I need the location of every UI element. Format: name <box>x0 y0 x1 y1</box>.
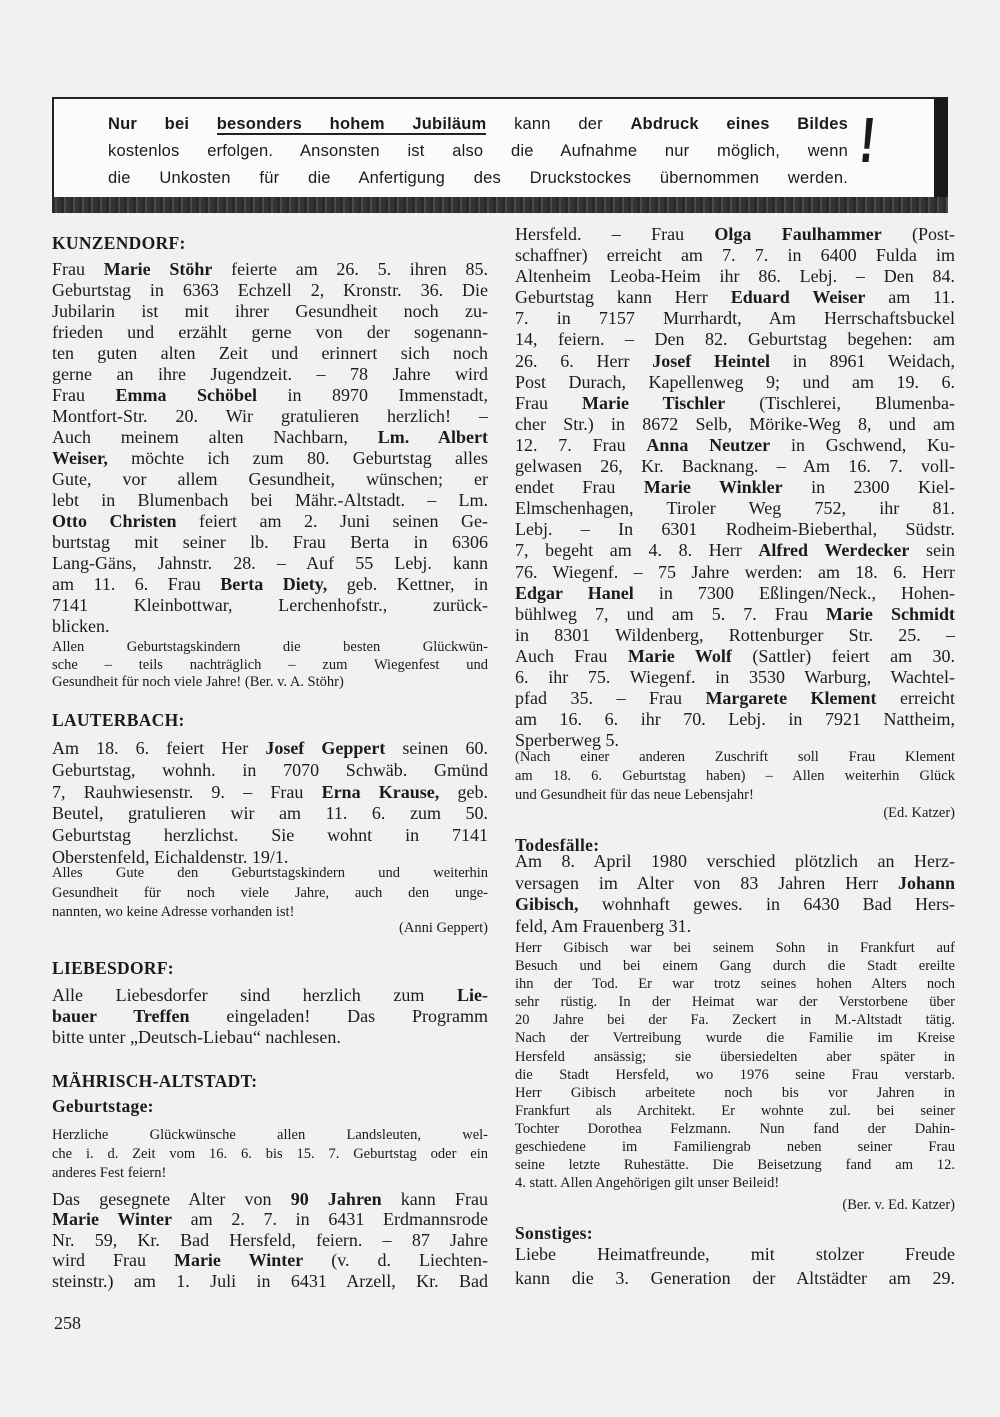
text-line <box>52 385 488 406</box>
text-run: endet Frau <box>515 477 644 498</box>
text-line <box>515 667 955 688</box>
text-run: Herr Gibisch war bei seinem Sohn in Frankfurt auf <box>515 940 955 956</box>
text-run: nannten, wo keine Adresse vorhanden ist! <box>52 904 295 920</box>
text-line <box>515 1266 955 1290</box>
text-run: möchte ich zum 80. Geburtstag alles <box>107 448 488 468</box>
text-run: Sperberweg 5. <box>515 730 619 751</box>
section-heading-sonstiges: Sonstiges: <box>515 1223 593 1243</box>
text-line <box>52 595 488 616</box>
text-run: seinen 60. <box>385 738 488 758</box>
text-run: kann Frau <box>381 1189 488 1209</box>
notice-text <box>108 111 848 192</box>
text-run: Tochter Dorothea Felzmann. Nun fand der Dahin- <box>515 1120 955 1137</box>
text-run: am 11. <box>865 287 955 308</box>
text-line <box>515 351 955 372</box>
text-run: feierte am 26. 5. ihren 85. <box>212 259 488 279</box>
bold-name: Marie Schmidt <box>825 603 955 624</box>
text-line <box>515 873 955 895</box>
text-line <box>515 894 955 916</box>
text-line <box>52 427 488 448</box>
todesfaelle-credit: (Ber. v. Ed. Katzer) <box>842 1197 955 1213</box>
bold-name: Berta Diety, <box>220 574 328 594</box>
text-run: Liebe Heimatfreunde, mit stolzer Freude <box>515 1244 955 1264</box>
text-line <box>52 406 488 427</box>
text-run: pfad 35. – Frau <box>515 688 706 709</box>
page-number: 258 <box>54 1313 81 1333</box>
text-line <box>515 688 955 709</box>
kunzendorf-body <box>52 259 488 637</box>
bold-name: Marie Winter <box>173 1250 304 1271</box>
text-run: 20 Jahre bei der Fa. Zeckert in M.-Altstadt tätig. <box>515 1012 955 1029</box>
text-line <box>515 435 955 456</box>
notice-text-plain: kann der <box>486 115 631 133</box>
text-line <box>515 786 955 805</box>
text-line <box>515 604 955 625</box>
text-line <box>52 1189 488 1209</box>
text-line <box>515 993 955 1011</box>
text-run: sehr rüstig. In der Heimat war der Verstorbene über <box>515 994 955 1011</box>
text-line <box>515 562 955 583</box>
text-line <box>52 1164 488 1183</box>
text-run: Alles Gute den Geburtstagskindern und weiterhin <box>52 865 488 881</box>
text-line <box>515 975 955 993</box>
text-run: Frau <box>52 385 116 405</box>
text-run: wird Frau <box>52 1250 174 1271</box>
text-run: Geburtstag, wohnh. in 7070 Schwäb. Gmünd <box>52 759 488 780</box>
text-line <box>52 469 488 490</box>
text-line <box>52 1126 488 1145</box>
text-run: Besuch und bei einem Gang durch die Stadt ereilte <box>515 958 955 975</box>
bold-name: Gibisch, <box>515 894 579 915</box>
text-line <box>515 498 955 519</box>
text-run: 4. statt. Allen Angehörigen gilt unser Beileid! <box>515 1175 780 1192</box>
text-line <box>52 1027 488 1048</box>
notice-box <box>52 97 948 199</box>
sonstiges-body <box>515 1242 955 1290</box>
text-run: 7141 Kleinbottwar, Lerchenhofstr., zurück- <box>52 595 488 615</box>
text-run: 6. ihr 75. Wiegenf. in 3530 Warburg, Wachtel- <box>515 666 955 687</box>
todesfaelle-note <box>515 939 955 1192</box>
text-run: schaffner) erreicht am 7. 7. in 6400 Fulda im <box>515 245 955 266</box>
altstadt-body <box>52 1189 488 1291</box>
text-run: Lang-Gäns, Jahnstr. 28. – Auf 55 Lebj. kann <box>52 553 488 573</box>
bold-name: Anna Neutzer <box>646 434 771 455</box>
text-line <box>52 490 488 511</box>
text-line <box>52 884 488 904</box>
text-line <box>515 1138 955 1156</box>
text-line <box>52 532 488 553</box>
text-run: Beutel, gratulieren wir am 11. 6. zum 50. <box>52 803 488 824</box>
text-line <box>515 957 955 975</box>
bold-name: Olga Faulhammer <box>714 224 882 244</box>
bold-name: 90 Jahren <box>290 1189 382 1209</box>
text-run: Geburtstag herzlichst. Sie wohnt in 7141 <box>52 825 488 846</box>
lauterbach-note <box>52 864 488 923</box>
text-run: Geburtstag in 6363 Echzell 2, Kronstr. 36. Die <box>52 280 488 300</box>
text-line <box>52 803 488 825</box>
bold-name: Johann <box>897 872 955 893</box>
bold-name: Eduard Weiser <box>730 287 866 308</box>
text-line <box>515 1174 955 1192</box>
text-run: Alle Liebesdorfer sind herzlich zum <box>52 985 457 1005</box>
text-run: in 7300 Eßlingen/Neck., Hohen- <box>633 582 956 603</box>
text-run: gerne an ihre Jugendzeit. – 78 Jahre wird <box>52 364 488 384</box>
text-run: frieden und erzählt gerne von der sogenann- <box>52 322 488 342</box>
text-line <box>52 760 488 782</box>
text-run: Lebj. – In 6301 Rodheim-Bieberthal, Südstr. <box>515 519 955 540</box>
text-line <box>52 1250 488 1270</box>
text-line <box>52 448 488 469</box>
text-run: Gute, vor allem Gesundheit, wünschen; er <box>52 469 488 489</box>
text-run: in 2300 Kiel- <box>782 477 955 498</box>
text-run: (Nach einer anderen Zuschrift soll Frau Klement <box>515 749 955 765</box>
text-line <box>515 1066 955 1084</box>
text-run: Auch Frau <box>515 645 628 666</box>
text-run: steinstr.) am 1. Juli in 6431 Arzell, Kr. Bad <box>52 1270 488 1291</box>
bold-name: Weiser, <box>52 448 108 468</box>
text-line <box>515 540 955 561</box>
text-line <box>52 1271 488 1291</box>
notice-line: kostenlos erfolgen. Ansonsten ist also die Aufnahme nur möglich, wenn <box>108 142 848 160</box>
text-line <box>515 767 955 786</box>
text-line <box>52 343 488 364</box>
text-run: Hersfeld. – Frau <box>515 224 715 244</box>
notice-line <box>108 111 848 138</box>
text-line <box>52 280 488 301</box>
text-line <box>515 939 955 957</box>
text-run: 76. Wiegenf. – 75 Jahre werden: am 18. 6. Herr <box>515 561 955 582</box>
bold-name: Marie Wolf <box>627 645 732 666</box>
text-run: (Sattler) feiert am 30. <box>731 645 956 666</box>
section-heading-liebesdorf: LIEBESDORF: <box>52 958 174 978</box>
text-line <box>52 657 488 675</box>
lauterbach-credit: (Anni Geppert) <box>399 920 488 936</box>
text-run: Frau <box>515 392 582 413</box>
bold-name: Marie Winter <box>52 1209 172 1230</box>
text-run: Gesundheit für noch viele Jahre! (Ber. v. A. Stöhr) <box>52 674 344 690</box>
todesfaelle-body <box>515 851 955 938</box>
bold-name: bauer Treffen <box>52 1005 190 1026</box>
text-line <box>52 301 488 322</box>
text-line <box>52 1209 488 1229</box>
text-run: seine letzte Ruhestätte. Die Beisetzung fand am 12. <box>515 1157 955 1174</box>
text-line <box>515 1242 955 1266</box>
notice-line: die Unkosten für die Anfertigung des Druckstockes übernommen werden. <box>108 169 848 187</box>
text-line <box>52 738 488 760</box>
text-run: Frau <box>52 259 104 279</box>
text-run: che i. d. Zeit vom 16. 6. bis 15. 7. Geburtstag oder ein <box>52 1146 488 1162</box>
notice-text-bold: Nur bei <box>108 115 217 133</box>
text-line <box>515 329 955 350</box>
text-line <box>52 825 488 847</box>
text-run: Post Durach, Kapellenweg 9; und am 19. 6. <box>515 371 955 392</box>
text-line <box>52 985 488 1006</box>
bold-name: Lie- <box>457 985 488 1005</box>
text-run: in 8970 Immenstadt, <box>257 385 488 405</box>
text-run: Frankfurt als Architekt. Er wohnte zul. bei seiner <box>515 1102 955 1119</box>
text-run: 14, feiern. – Den 82. Geburtstag begehen: am <box>515 329 955 350</box>
bold-name: Alfred Werdecker <box>758 540 910 561</box>
text-run: Gesundheit für noch viele Jahre, auch den unge- <box>52 884 488 901</box>
bold-name: Marie Stöhr <box>103 259 213 279</box>
text-run: Am 18. 6. feiert Her <box>52 738 266 758</box>
exclamation-mark-icon: ! <box>856 104 879 176</box>
text-line <box>52 864 488 884</box>
text-run: Nach der Vertreibung wurde die Familie im Kreise <box>515 1030 955 1047</box>
text-line <box>52 639 488 657</box>
continued-body <box>515 224 955 751</box>
text-run: eingeladen! Das Programm <box>189 1005 488 1026</box>
notice-text-bold: Abdruck eines Bildes <box>630 115 848 133</box>
text-line <box>515 287 955 308</box>
text-run: Montfort-Str. 20. Wir gratulieren herzlich! – <box>52 406 488 426</box>
text-run: und Gesundheit für das neue Lebensjahr! <box>515 787 754 803</box>
bold-name: Marie Winkler <box>643 477 783 498</box>
text-run: (Post- <box>881 224 955 244</box>
text-run: am 18. 6. Geburtstag haben) – Allen weiterhin Glück <box>515 768 955 784</box>
text-run: ten guten alten Zeit und erinnert sich noch <box>52 343 488 363</box>
text-run: feiert am 2. Juni seinen Ge- <box>176 511 488 531</box>
text-line <box>52 511 488 532</box>
text-run: kann die 3. Generation der Altstädter am 29. <box>515 1268 955 1288</box>
text-run: anderes Fest feiern! <box>52 1165 167 1181</box>
text-line <box>515 709 955 730</box>
text-line <box>515 1102 955 1120</box>
text-line <box>52 616 488 637</box>
text-line <box>515 1156 955 1174</box>
text-run: in 8301 Wildenberg, Rottenburger Str. 25. – <box>515 624 955 645</box>
text-run: wohnhaft gewes. in 6430 Bad Hers- <box>578 894 955 915</box>
text-line <box>52 1230 488 1250</box>
text-run: geb. Kettner, in <box>327 574 488 594</box>
text-run: blicken. <box>52 616 110 636</box>
text-run: die Stadt Hersfeld, wo 1976 seine Frau verstarb. <box>515 1066 955 1083</box>
text-line <box>515 1084 955 1102</box>
notice-underlined-text: besonders hohem Jubiläum <box>216 115 487 133</box>
text-run: erreicht <box>876 688 955 709</box>
text-run: in 8961 Weidach, <box>770 350 955 371</box>
bold-name: Margarete Klement <box>705 688 877 709</box>
text-line <box>515 1048 955 1066</box>
text-line <box>515 1011 955 1029</box>
text-run: am 11. 6. Frau <box>52 574 221 594</box>
text-run: Allen Geburtstagskindern die besten Glückwün- <box>52 639 488 655</box>
text-run: 7, begeht am 4. 8. Herr <box>515 540 759 561</box>
text-line <box>515 646 955 667</box>
text-line <box>515 916 955 938</box>
text-line <box>515 1120 955 1138</box>
text-line <box>515 851 955 873</box>
bold-name: Lm. Albert <box>377 427 488 447</box>
text-line <box>515 393 955 414</box>
text-line <box>515 625 955 646</box>
bold-name: Emma Schöbel <box>115 385 258 405</box>
section-heading-lauterbach: LAUTERBACH: <box>52 710 185 730</box>
liebesdorf-body <box>52 985 488 1047</box>
bold-name: Marie Tischler <box>581 392 726 413</box>
text-run: 26. 6. Herr <box>515 350 653 371</box>
text-line <box>515 224 955 245</box>
subheading-geburtstage: Geburtstage: <box>52 1096 154 1116</box>
section-heading-kunzendorf: KUNZENDORF: <box>52 233 186 253</box>
text-run: sein <box>909 540 955 561</box>
text-run: versagen im Alter von 83 Jahren Herr <box>515 872 898 893</box>
section-heading-altstadt: MÄHRISCH-ALTSTADT: <box>52 1071 258 1091</box>
notice-shadow-band <box>52 197 948 213</box>
bold-name: Otto Christen <box>52 511 177 531</box>
text-run: cher Str.) in 8672 Selb, Mörike-Weg 8, und am <box>515 413 955 434</box>
bold-name: Edgar Hanel <box>515 582 634 603</box>
bold-name: Josef Heintel <box>652 350 771 371</box>
text-line <box>515 372 955 393</box>
text-line <box>52 1006 488 1027</box>
text-run: Das gesegnete Alter von <box>52 1189 291 1209</box>
text-run: in Gschwend, Ku- <box>770 434 956 455</box>
text-run: Jubilarin ist mit ihrer Gesundheit noch zu- <box>52 301 488 321</box>
text-line <box>52 259 488 280</box>
text-run: geschiedene im Familiengrab neben seiner Frau <box>515 1139 955 1156</box>
altstadt-note <box>52 1126 488 1183</box>
kunzendorf-note <box>52 639 488 692</box>
text-line <box>52 322 488 343</box>
text-run: Am 8. April 1980 verschied plötzlich an Herz- <box>515 851 955 871</box>
text-run: Hersfeld ansässig; sie übersiedelten aber später in <box>515 1048 955 1065</box>
text-line <box>52 782 488 804</box>
bold-name: Josef Geppert <box>265 738 386 758</box>
text-run: bitte unter „Deutsch-Liebau“ nachlesen. <box>52 1026 341 1047</box>
text-run: Auch meinem alten Nachbarn, <box>52 427 378 447</box>
text-run: am 2. 7. in 6431 Erdmannsrode <box>171 1209 488 1230</box>
text-run: Oberstenfeld, Eichaldenstr. 19/1. <box>52 846 289 867</box>
text-line <box>52 574 488 595</box>
text-run: lebt in Blumenbach bei Mähr.-Altstadt. – Lm. <box>52 490 488 510</box>
text-line <box>515 456 955 477</box>
text-line <box>515 245 955 266</box>
text-run: Geburtstag kann Herr <box>515 287 731 308</box>
text-run: (v. d. Liechten- <box>303 1250 488 1271</box>
text-run: geb. <box>439 781 488 802</box>
text-line <box>515 1029 955 1047</box>
continued-note <box>515 748 955 805</box>
text-line <box>515 583 955 604</box>
text-line <box>515 414 955 435</box>
text-line <box>515 266 955 287</box>
text-run: bühlweg 7, und am 5. 7. Frau <box>515 603 826 624</box>
text-run: sche – teils nachträglich – zum Wiegenfest und <box>52 656 488 673</box>
text-run: Altenheim Leoba-Heim ihr 86. Lebj. – Den 84. <box>515 266 955 287</box>
text-run: ihn der Tod. Er war trotz seines hohen Alters noch <box>515 976 955 993</box>
text-run: 7, Rauhwiesenstr. 9. – Frau <box>52 781 322 802</box>
text-run: Herr Gibisch arbeitete noch bis vor Jahren in <box>515 1084 955 1101</box>
text-line <box>515 308 955 329</box>
text-run: Herzliche Glückwünsche allen Landsleuten, wel- <box>52 1127 488 1143</box>
text-run: 7. in 7157 Murrhardt, Am Herrschaftsbuckel <box>515 308 955 329</box>
text-line <box>52 674 488 692</box>
text-line <box>52 553 488 574</box>
text-run: 12. 7. Frau <box>515 434 647 455</box>
section-heading-todesfaelle: Todesfälle: <box>515 835 600 855</box>
continued-credit: (Ed. Katzer) <box>883 805 955 821</box>
text-line <box>515 519 955 540</box>
text-run: am 16. 6. ihr 70. Lebj. in 7921 Nattheim, <box>515 709 955 730</box>
text-run: gelwasen 26, Kr. Backnang. – Am 16. 7. voll- <box>515 456 955 477</box>
text-run: Elmschenhagen, Tiroler Weg 752, ihr 81. <box>515 498 955 519</box>
text-run: burtstag mit seiner lb. Frau Berta in 6306 <box>52 532 488 552</box>
text-run: feld, Am Frauenberg 31. <box>515 916 692 937</box>
text-line <box>515 748 955 767</box>
text-line <box>515 477 955 498</box>
bold-name: Erna Krause, <box>321 781 440 802</box>
text-run: Nr. 59, Kr. Bad Hersfeld, feiern. – 87 Jahre <box>52 1229 488 1250</box>
text-run: (Tischlerei, Blumenba- <box>725 392 955 413</box>
text-line <box>52 364 488 385</box>
lauterbach-body <box>52 738 488 869</box>
text-line <box>52 1145 488 1164</box>
